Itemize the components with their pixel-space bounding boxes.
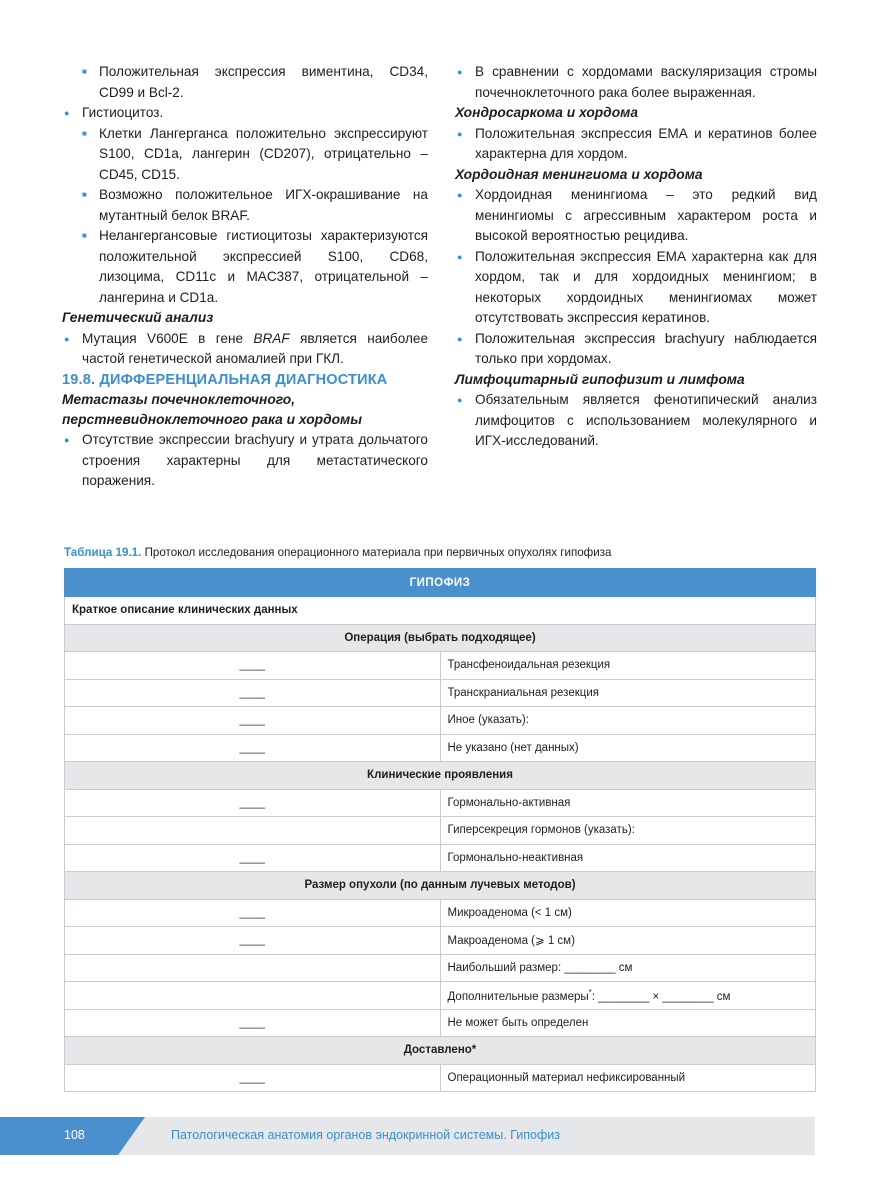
table-row [65,789,816,817]
table-section-row [65,1037,816,1065]
blank-field[interactable]: ____ [65,1009,441,1037]
blank-field[interactable]: ____ [65,679,441,707]
table-header-row [65,569,816,597]
empty-cell [65,954,441,982]
table-row [65,982,816,1010]
table-row [65,954,816,982]
table-row [65,899,816,927]
table-caption [64,546,611,559]
blank-field[interactable]: ____ [65,734,441,762]
row-label: Иное (указать): [440,707,816,735]
list-item: ● Обязательным является фенотипический анализ лимфоцитов с использованием молекулярного и ИГХ-исследований. [455,390,817,452]
section-delivered: Доставлено* [65,1037,816,1065]
table-row [65,734,816,762]
additional-sizes-label: Дополнительные размеры [447,990,589,1003]
genetic-text-before: Мутация V600E в гене [82,330,254,346]
row-label: Не указано (нет данных) [440,734,816,762]
table-header: ГИПОФИЗ [65,569,816,597]
row-label: Макроаденома (⩾ 1 см) [440,927,816,955]
blank-field[interactable]: ____ [65,844,441,872]
section-size: Размер опухоли (по данным лучевых методов) [65,872,816,900]
row-label [440,982,816,1010]
metastases-heading-line2: перстневидноклеточного рака и хордомы [62,412,363,427]
chondrosarcoma-heading: Хондросаркома и хордома [455,105,639,120]
empty-cell [65,817,441,845]
clinical-summary-cell: Краткое описание клинических данных [65,597,816,625]
blank-field[interactable]: ____ [65,1064,441,1092]
row-label: Операционный материал нефиксированный [440,1064,816,1092]
empty-cell [65,982,441,1010]
page-footer [0,1117,815,1155]
table-row [65,1064,816,1092]
table-caption-text: Протокол исследования операционного материала при первичных опухолях гипофиза [141,546,612,559]
row-label: Транскраниальная резекция [440,679,816,707]
metastases-heading [62,390,428,430]
table-section-row [65,624,816,652]
left-column [62,62,428,492]
row-label: Гормонально-неактивная [440,844,816,872]
list-item: ● Положительная экспрессия ЕМА характерна как для хордом, так и для хордоидных менингиом; в некоторых хордоидных менингиомах может отсутствовать экспрессия кератинов. [455,247,817,329]
table-row [65,927,816,955]
list-item: ■ Положительная экспрессия виментина, CD34, CD99 и Bcl-2. [62,62,428,103]
list-item [62,329,428,370]
table-row [65,597,816,625]
blank-field[interactable]: ____ [65,899,441,927]
row-label: Гиперсекреция гормонов (указать): [440,817,816,845]
list-item: ● Положительная экспрессия ЕМА и кератинов более характерна для хордом. [455,124,817,165]
protocol-table [64,568,816,1092]
list-item: ● Положительная экспрессия brachyury наблюдается только при хордомах. [455,329,817,370]
list-item: ■ Нелангергансовые гистиоцитозы характеризуются положительной экспрессией S100, CD68, лизоцима, CD11c и MAC387, отрицательной – лангерина и CD1a. [62,226,428,308]
list-item: ● Хордоидная менингиома – это редкий вид менингиомы с агрессивным характером роста и высокой вероятностью рецидива. [455,185,817,247]
table-row [65,652,816,680]
table-row [65,679,816,707]
list-item: ● Отсутствие экспрессии brachyury и утрата дольчатого строения характерны для метастатического поражения. [62,430,428,492]
right-column [455,62,817,452]
page-number: 108 [64,1128,85,1142]
section-heading: 19.8. ДИФФЕРЕНЦИАЛЬНАЯ ДИАГНОСТИКА [62,371,388,388]
row-label: Гормонально-активная [440,789,816,817]
table-row [65,707,816,735]
row-label: Микроаденома (< 1 см) [440,899,816,927]
blank-field[interactable]: ____ [65,707,441,735]
row-label: Трансфеноидальная резекция [440,652,816,680]
additional-sizes-value: : ________ × ________ см [591,990,731,1003]
blank-field[interactable]: ____ [65,927,441,955]
lymphocytic-heading: Лимфоцитарный гипофизит и лимфома [455,371,745,387]
row-label: Наибольший размер: ________ см [440,954,816,982]
genetic-text-after: является наиболее частой генетической аномалией при ГКЛ. [82,330,429,366]
table-section-row [65,762,816,790]
section-clinical: Клинические проявления [65,762,816,790]
blank-field[interactable]: ____ [65,789,441,817]
genetic-analysis-heading: Генетический анализ [62,310,214,325]
histiocytosis-item: ● Гистиоцитоз. [62,103,428,124]
gene-name: BRAF [253,330,290,346]
section-operation: Операция (выбрать подходящее) [65,624,816,652]
list-item: ■ Клетки Лангерганса положительно экспрессируют S100, CD1a, лангерин (CD207), отрицательно – CD45, CD15. [62,124,428,186]
list-item: ● В сравнении с хордомами васкуляризация стромы почечноклеточного рака более выраженная. [455,62,817,103]
footnote-mark: * [588,987,592,997]
blank-field[interactable]: ____ [65,652,441,680]
table-row [65,844,816,872]
table-caption-label: Таблица 19.1. [64,546,142,559]
list-item: ■ Возможно положительное ИГХ-окрашивание на мутантный белок BRAF. [62,185,428,226]
chordoid-meningioma-heading: Хордоидная менингиома и хордома [455,166,703,182]
row-label: Не может быть определен [440,1009,816,1037]
running-title: Патологическая анатомия органов эндокринной системы. Гипофиз [171,1128,560,1142]
table-section-row [65,872,816,900]
table-row [65,1009,816,1037]
table-row [65,817,816,845]
metastases-heading-line1: Метастазы почечноклеточного, [62,392,296,407]
